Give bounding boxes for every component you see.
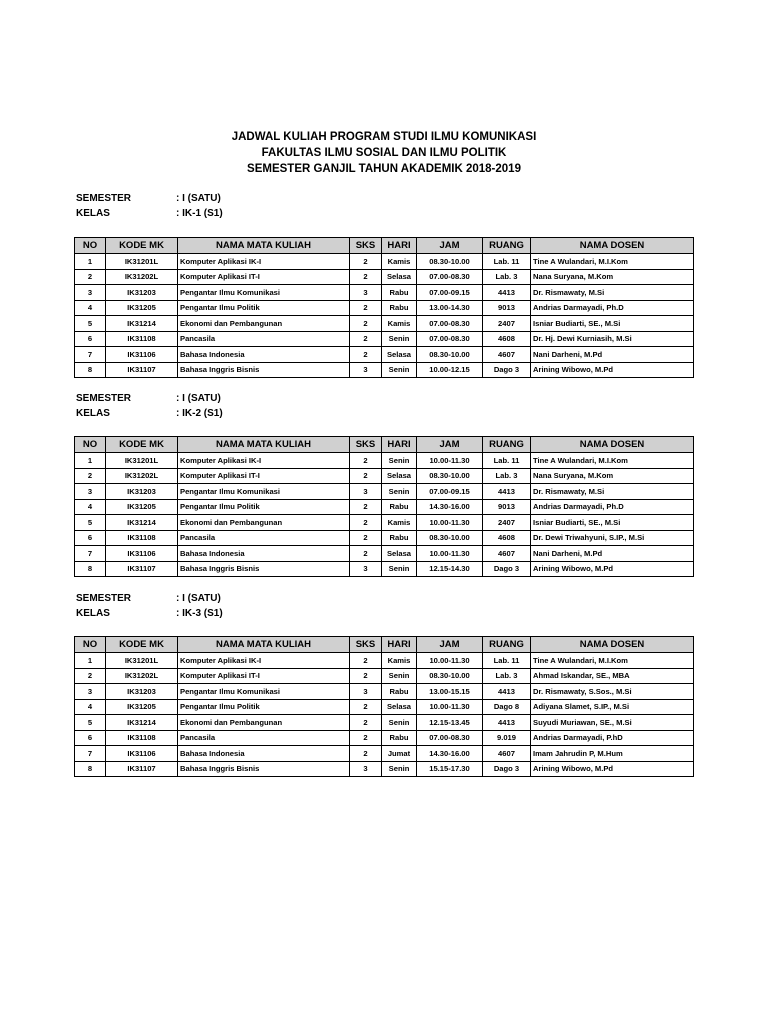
sks-cell: 3: [350, 484, 382, 500]
no-cell: 4: [75, 499, 106, 515]
nama-mata-kuliah-cell: Pancasila: [178, 730, 350, 746]
header-hari: HARI: [382, 238, 417, 254]
sks-cell: 3: [350, 761, 382, 777]
ruang-cell: 4413: [483, 715, 531, 731]
nama-dosen-cell: Dr. Hj. Dewi Kurniasih, M.Si: [531, 331, 694, 347]
nama-dosen-cell: Dr. Rismawaty, M.Si: [531, 484, 694, 500]
kode-mk-cell: IK31108: [106, 530, 178, 546]
kode-mk-cell: IK31205: [106, 699, 178, 715]
header-nama-mata-kuliah: NAMA MATA KULIAH: [178, 238, 350, 254]
nama-mata-kuliah-cell: Ekonomi dan Pembangunan: [178, 316, 350, 332]
hari-cell: Senin: [382, 453, 417, 469]
jam-cell: 07.00-08.30: [417, 331, 483, 347]
kode-mk-cell: IK31205: [106, 300, 178, 316]
hari-cell: Senin: [382, 561, 417, 577]
header-ruang: RUANG: [483, 238, 531, 254]
kode-mk-cell: IK31107: [106, 561, 178, 577]
hari-cell: Senin: [382, 715, 417, 731]
ruang-cell: Dago 3: [483, 761, 531, 777]
ruang-cell: 9013: [483, 499, 531, 515]
kode-mk-cell: IK31203: [106, 484, 178, 500]
title-line-2: FAKULTAS ILMU SOSIAL DAN ILMU POLITIK: [261, 147, 507, 159]
sks-cell: 2: [350, 530, 382, 546]
header-hari: HARI: [382, 437, 417, 453]
no-cell: 7: [75, 746, 106, 762]
hari-cell: Senin: [382, 362, 417, 378]
jam-cell: 07.00-08.30: [417, 269, 483, 285]
no-cell: 8: [75, 362, 106, 378]
nama-dosen-cell: Dr. Rismawaty, M.Si: [531, 285, 694, 301]
no-cell: 8: [75, 561, 106, 577]
ruang-cell: Dago 3: [483, 362, 531, 378]
nama-mata-kuliah-cell: Pengantar Ilmu Komunikasi: [178, 285, 350, 301]
header-nama-dosen: NAMA DOSEN: [531, 637, 694, 653]
table-row: [75, 715, 694, 731]
semester-label: SEMESTER: [76, 593, 132, 604]
nama-dosen-cell: Andrias Darmayadi, Ph.D: [531, 499, 694, 515]
jam-cell: 08.30-10.00: [417, 254, 483, 270]
table-row: [75, 468, 694, 484]
no-cell: 5: [75, 515, 106, 531]
no-cell: 5: [75, 715, 106, 731]
nama-dosen-cell: Arining Wibowo, M.Pd: [531, 362, 694, 378]
no-cell: 2: [75, 668, 106, 684]
jam-cell: 13.00-15.15: [417, 684, 483, 700]
nama-mata-kuliah-cell: Komputer Aplikasi IK-I: [178, 453, 350, 469]
kode-mk-cell: IK31214: [106, 515, 178, 531]
kelas-value: : IK-2 (S1): [176, 408, 223, 419]
ruang-cell: Lab. 3: [483, 668, 531, 684]
sks-cell: 2: [350, 515, 382, 531]
nama-mata-kuliah-cell: Pengantar Ilmu Komunikasi: [178, 684, 350, 700]
ruang-cell: 4608: [483, 530, 531, 546]
no-cell: 4: [75, 699, 106, 715]
header-nama-dosen: NAMA DOSEN: [531, 437, 694, 453]
hari-cell: Kamis: [382, 316, 417, 332]
kode-mk-cell: IK31201L: [106, 254, 178, 270]
kode-mk-cell: IK31214: [106, 316, 178, 332]
jam-cell: 08.30-10.00: [417, 530, 483, 546]
kode-mk-cell: IK31202L: [106, 468, 178, 484]
no-cell: 3: [75, 684, 106, 700]
header-no: NO: [75, 637, 106, 653]
no-cell: 6: [75, 730, 106, 746]
ruang-cell: 4413: [483, 285, 531, 301]
ruang-cell: Lab. 3: [483, 468, 531, 484]
nama-dosen-cell: Nana Suryana, M.Kom: [531, 468, 694, 484]
jam-cell: 07.00-09.15: [417, 484, 483, 500]
nama-dosen-cell: Arining Wibowo, M.Pd: [531, 761, 694, 777]
table-row: [75, 684, 694, 700]
nama-mata-kuliah-cell: Pengantar Ilmu Komunikasi: [178, 484, 350, 500]
hari-cell: Kamis: [382, 653, 417, 669]
kode-mk-cell: IK31106: [106, 347, 178, 363]
no-cell: 2: [75, 269, 106, 285]
table-row: [75, 316, 694, 332]
nama-mata-kuliah-cell: Bahasa Inggris Bisnis: [178, 561, 350, 577]
sks-cell: 2: [350, 546, 382, 562]
nama-dosen-cell: Isniar Budiarti, SE., M.Si: [531, 515, 694, 531]
nama-dosen-cell: Nani Darheni, M.Pd: [531, 546, 694, 562]
nama-dosen-cell: Tine A Wulandari, M.I.Kom: [531, 653, 694, 669]
nama-dosen-cell: Andrias Darmayadi, Ph.D: [531, 300, 694, 316]
table-row: [75, 362, 694, 378]
semester-label: SEMESTER: [76, 193, 132, 204]
jam-cell: 08.30-10.00: [417, 468, 483, 484]
table-row: [75, 561, 694, 577]
no-cell: 5: [75, 316, 106, 332]
kelas-value: : IK-1 (S1): [176, 208, 223, 219]
table-row: [75, 668, 694, 684]
table-header-row: [75, 437, 694, 453]
nama-mata-kuliah-cell: Komputer Aplikasi IT-I: [178, 468, 350, 484]
jam-cell: 10.00-12.15: [417, 362, 483, 378]
hari-cell: Senin: [382, 331, 417, 347]
hari-cell: Kamis: [382, 515, 417, 531]
hari-cell: Jumat: [382, 746, 417, 762]
jam-cell: 14.30-16.00: [417, 499, 483, 515]
header-nama-mata-kuliah: NAMA MATA KULIAH: [178, 437, 350, 453]
header-nama-mata-kuliah: NAMA MATA KULIAH: [178, 637, 350, 653]
no-cell: 6: [75, 530, 106, 546]
table-row: [75, 331, 694, 347]
table-row: [75, 269, 694, 285]
nama-mata-kuliah-cell: Pancasila: [178, 530, 350, 546]
sks-cell: 2: [350, 331, 382, 347]
jam-cell: 13.00-14.30: [417, 300, 483, 316]
table-row: [75, 515, 694, 531]
nama-mata-kuliah-cell: Pengantar Ilmu Politik: [178, 699, 350, 715]
ruang-cell: Dago 3: [483, 561, 531, 577]
ruang-cell: 4607: [483, 347, 531, 363]
hari-cell: Rabu: [382, 530, 417, 546]
nama-dosen-cell: Imam Jahrudin P, M.Hum: [531, 746, 694, 762]
table-row: [75, 347, 694, 363]
nama-dosen-cell: Tine A Wulandari, M.I.Kom: [531, 453, 694, 469]
hari-cell: Rabu: [382, 499, 417, 515]
kode-mk-cell: IK31108: [106, 730, 178, 746]
nama-dosen-cell: Isniar Budiarti, SE., M.Si: [531, 316, 694, 332]
header-jam: JAM: [417, 637, 483, 653]
kelas-label: KELAS: [76, 608, 110, 619]
sks-cell: 2: [350, 347, 382, 363]
kode-mk-cell: IK31107: [106, 761, 178, 777]
header-hari: HARI: [382, 637, 417, 653]
table-row: [75, 484, 694, 500]
hari-cell: Senin: [382, 761, 417, 777]
ruang-cell: 4413: [483, 484, 531, 500]
sks-cell: 2: [350, 453, 382, 469]
no-cell: 4: [75, 300, 106, 316]
sks-cell: 2: [350, 254, 382, 270]
nama-mata-kuliah-cell: Pengantar Ilmu Politik: [178, 300, 350, 316]
kode-mk-cell: IK31214: [106, 715, 178, 731]
header-jam: JAM: [417, 437, 483, 453]
jam-cell: 07.00-08.30: [417, 316, 483, 332]
nama-mata-kuliah-cell: Komputer Aplikasi IT-I: [178, 668, 350, 684]
sks-cell: 3: [350, 362, 382, 378]
ruang-cell: Lab. 11: [483, 254, 531, 270]
sks-cell: 2: [350, 668, 382, 684]
hari-cell: Rabu: [382, 684, 417, 700]
schedule-table: [74, 436, 694, 577]
table-row: [75, 530, 694, 546]
sks-cell: 2: [350, 499, 382, 515]
header-kode-mk: KODE MK: [106, 437, 178, 453]
nama-mata-kuliah-cell: Komputer Aplikasi IK-I: [178, 653, 350, 669]
nama-mata-kuliah-cell: Bahasa Inggris Bisnis: [178, 761, 350, 777]
semester-value: : I (SATU): [176, 393, 221, 404]
nama-mata-kuliah-cell: Pancasila: [178, 331, 350, 347]
sks-cell: 3: [350, 561, 382, 577]
table-row: [75, 746, 694, 762]
ruang-cell: 4608: [483, 331, 531, 347]
nama-dosen-cell: Dr. Rismawaty, S.Sos., M.Si: [531, 684, 694, 700]
kode-mk-cell: IK31203: [106, 684, 178, 700]
nama-dosen-cell: Nani Darheni, M.Pd: [531, 347, 694, 363]
title-line-3: SEMESTER GANJIL TAHUN AKADEMIK 2018-2019: [247, 163, 521, 175]
kode-mk-cell: IK31202L: [106, 269, 178, 285]
ruang-cell: Dago 8: [483, 699, 531, 715]
kode-mk-cell: IK31107: [106, 362, 178, 378]
table-row: [75, 653, 694, 669]
kode-mk-cell: IK31201L: [106, 453, 178, 469]
nama-mata-kuliah-cell: Bahasa Indonesia: [178, 347, 350, 363]
table-row: [75, 300, 694, 316]
jam-cell: 10.00-11.30: [417, 653, 483, 669]
ruang-cell: Lab. 3: [483, 269, 531, 285]
no-cell: 7: [75, 347, 106, 363]
ruang-cell: 9013: [483, 300, 531, 316]
schedule-table: [74, 636, 694, 777]
header-nama-dosen: NAMA DOSEN: [531, 238, 694, 254]
nama-mata-kuliah-cell: Komputer Aplikasi IT-I: [178, 269, 350, 285]
ruang-cell: Lab. 11: [483, 453, 531, 469]
nama-dosen-cell: Nana Suryana, M.Kom: [531, 269, 694, 285]
ruang-cell: 4607: [483, 746, 531, 762]
jam-cell: 08.30-10.00: [417, 668, 483, 684]
no-cell: 1: [75, 453, 106, 469]
header-kode-mk: KODE MK: [106, 637, 178, 653]
sks-cell: 2: [350, 468, 382, 484]
kode-mk-cell: IK31106: [106, 746, 178, 762]
sks-cell: 2: [350, 715, 382, 731]
table-row: [75, 699, 694, 715]
nama-mata-kuliah-cell: Pengantar Ilmu Politik: [178, 499, 350, 515]
sks-cell: 2: [350, 300, 382, 316]
jam-cell: 14.30-16.00: [417, 746, 483, 762]
jam-cell: 08.30-10.00: [417, 347, 483, 363]
jam-cell: 12.15-13.45: [417, 715, 483, 731]
hari-cell: Senin: [382, 484, 417, 500]
document-title: [0, 129, 768, 177]
kode-mk-cell: IK31201L: [106, 653, 178, 669]
nama-dosen-cell: Ahmad Iskandar, SE., MBA: [531, 668, 694, 684]
jam-cell: 10.00-11.30: [417, 546, 483, 562]
kelas-label: KELAS: [76, 208, 110, 219]
hari-cell: Senin: [382, 668, 417, 684]
nama-mata-kuliah-cell: Bahasa Inggris Bisnis: [178, 362, 350, 378]
header-sks: SKS: [350, 637, 382, 653]
header-sks: SKS: [350, 437, 382, 453]
nama-dosen-cell: Dr. Dewi Triwahyuni, S.IP., M.Si: [531, 530, 694, 546]
sks-cell: 2: [350, 746, 382, 762]
nama-mata-kuliah-cell: Bahasa Indonesia: [178, 746, 350, 762]
no-cell: 1: [75, 653, 106, 669]
kelas-label: KELAS: [76, 408, 110, 419]
semester-label: SEMESTER: [76, 393, 132, 404]
sks-cell: 2: [350, 269, 382, 285]
table-row: [75, 254, 694, 270]
jam-cell: 10.00-11.30: [417, 515, 483, 531]
no-cell: 7: [75, 546, 106, 562]
hari-cell: Selasa: [382, 468, 417, 484]
nama-mata-kuliah-cell: Ekonomi dan Pembangunan: [178, 515, 350, 531]
table-row: [75, 546, 694, 562]
jam-cell: 12.15-14.30: [417, 561, 483, 577]
ruang-cell: 4413: [483, 684, 531, 700]
no-cell: 1: [75, 254, 106, 270]
semester-value: : I (SATU): [176, 593, 221, 604]
kode-mk-cell: IK31205: [106, 499, 178, 515]
hari-cell: Selasa: [382, 699, 417, 715]
hari-cell: Rabu: [382, 730, 417, 746]
nama-dosen-cell: Tine A Wulandari, M.I.Kom: [531, 254, 694, 270]
header-ruang: RUANG: [483, 437, 531, 453]
jam-cell: 15.15-17.30: [417, 761, 483, 777]
sks-cell: 2: [350, 730, 382, 746]
jam-cell: 10.00-11.30: [417, 453, 483, 469]
jam-cell: 07.00-08.30: [417, 730, 483, 746]
table-row: [75, 761, 694, 777]
jam-cell: 10.00-11.30: [417, 699, 483, 715]
table-header-row: [75, 238, 694, 254]
no-cell: 3: [75, 484, 106, 500]
hari-cell: Selasa: [382, 546, 417, 562]
header-sks: SKS: [350, 238, 382, 254]
no-cell: 3: [75, 285, 106, 301]
nama-dosen-cell: Adiyana Slamet, S.IP., M.Si: [531, 699, 694, 715]
header-jam: JAM: [417, 238, 483, 254]
table-row: [75, 453, 694, 469]
header-no: NO: [75, 238, 106, 254]
table-header-row: [75, 637, 694, 653]
nama-dosen-cell: Suyudi Muriawan, SE., M.Si: [531, 715, 694, 731]
ruang-cell: Lab. 11: [483, 653, 531, 669]
sks-cell: 3: [350, 285, 382, 301]
no-cell: 6: [75, 331, 106, 347]
ruang-cell: 4607: [483, 546, 531, 562]
nama-mata-kuliah-cell: Komputer Aplikasi IK-I: [178, 254, 350, 270]
jam-cell: 07.00-09.15: [417, 285, 483, 301]
kode-mk-cell: IK31106: [106, 546, 178, 562]
header-kode-mk: KODE MK: [106, 238, 178, 254]
table-row: [75, 730, 694, 746]
schedule-table: [74, 237, 694, 378]
nama-mata-kuliah-cell: Bahasa Indonesia: [178, 546, 350, 562]
header-ruang: RUANG: [483, 637, 531, 653]
hari-cell: Rabu: [382, 300, 417, 316]
kelas-value: : IK-3 (S1): [176, 608, 223, 619]
nama-dosen-cell: Arining Wibowo, M.Pd: [531, 561, 694, 577]
hari-cell: Rabu: [382, 285, 417, 301]
ruang-cell: 2407: [483, 316, 531, 332]
header-no: NO: [75, 437, 106, 453]
sks-cell: 2: [350, 653, 382, 669]
table-row: [75, 499, 694, 515]
no-cell: 8: [75, 761, 106, 777]
kode-mk-cell: IK31202L: [106, 668, 178, 684]
no-cell: 2: [75, 468, 106, 484]
sks-cell: 2: [350, 699, 382, 715]
hari-cell: Kamis: [382, 254, 417, 270]
semester-value: : I (SATU): [176, 193, 221, 204]
sks-cell: 3: [350, 684, 382, 700]
hari-cell: Selasa: [382, 269, 417, 285]
ruang-cell: 2407: [483, 515, 531, 531]
sks-cell: 2: [350, 316, 382, 332]
kode-mk-cell: IK31203: [106, 285, 178, 301]
nama-mata-kuliah-cell: Ekonomi dan Pembangunan: [178, 715, 350, 731]
nama-dosen-cell: Andrias Darmayadi, P.hD: [531, 730, 694, 746]
title-line-1: JADWAL KULIAH PROGRAM STUDI ILMU KOMUNIKASI: [231, 131, 537, 143]
table-row: [75, 285, 694, 301]
ruang-cell: 9.019: [483, 730, 531, 746]
kode-mk-cell: IK31108: [106, 331, 178, 347]
hari-cell: Selasa: [382, 347, 417, 363]
